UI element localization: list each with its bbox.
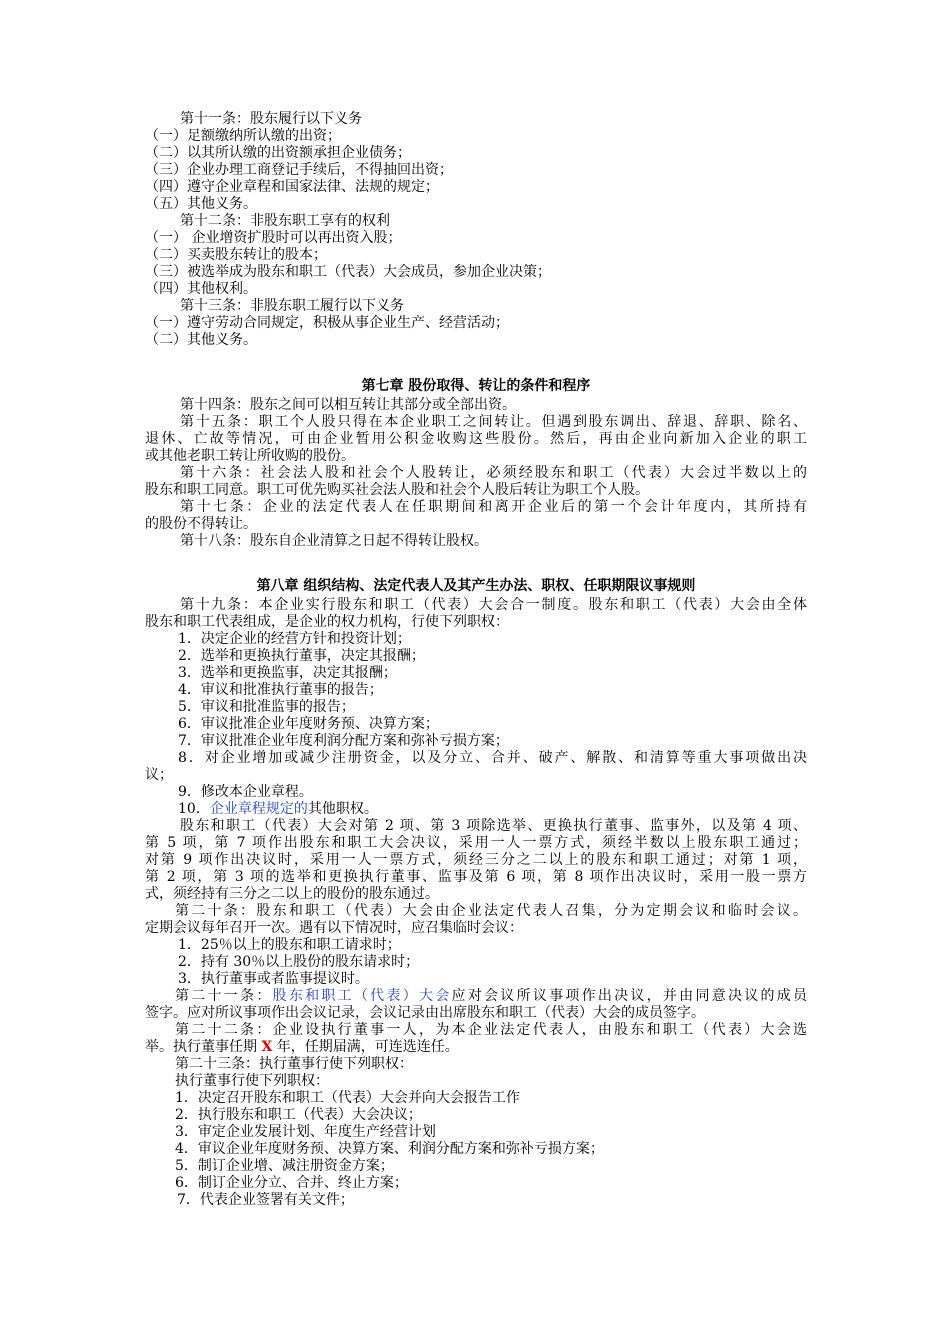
article-12-item: （二）买卖股东转让的股本； bbox=[145, 247, 327, 263]
power-item: 4．审议和批准执行董事的报告； bbox=[178, 682, 383, 698]
article-21-line bbox=[175, 988, 807, 1005]
article-23-subtitle: 执行董事行使下列职权： bbox=[175, 1073, 329, 1089]
power-10-number: 10． bbox=[178, 801, 210, 817]
assembly-link[interactable]: 股东和职工（代表）大会 bbox=[272, 988, 452, 1004]
article-21-text: 应对会议所议事项作出决议，并由同意决议的成员 bbox=[451, 988, 807, 1004]
article-20-item: 1．25％以上的股东和职工请求时； bbox=[178, 937, 401, 953]
article-12-item: （四）其他权利。 bbox=[145, 281, 257, 297]
article-15-line: 退休、亡故等情况，可由企业暂用公积金收购这些股份。然后，再由企业向新加入企业的职工 bbox=[145, 431, 807, 447]
article-20-item: 3．执行董事或者监事提议时。 bbox=[178, 971, 369, 987]
director-power-item: 1．决定召开股东和职工（代表）大会并向大会报告工作 bbox=[175, 1090, 520, 1106]
power-item: 3．选举和更换监事，决定其报酬； bbox=[178, 665, 397, 681]
power-item: 8．对企业增加或减少注册资金，以及分立、合并、破产、解散、和清算等重大事项做出决 bbox=[178, 750, 807, 766]
term-placeholder: X bbox=[261, 1039, 273, 1055]
article-11-item: （四）遵守企业章程和国家法律、法规的规定； bbox=[145, 179, 439, 195]
article-11-item: （二）以其所认缴的出资额承担企业债务； bbox=[145, 145, 411, 161]
article-18: 第十八条：股东自企业清算之日起不得转让股权。 bbox=[180, 533, 488, 549]
article-19-line: 第十九条：本企业实行股东和职工（代表）大会合一制度。股东和职工（代表）大会由全体 bbox=[180, 597, 807, 613]
director-power-item: 2．执行股东和职工（代表）大会决议； bbox=[175, 1107, 422, 1123]
power-item: 5．审议和批准监事的报告； bbox=[178, 699, 355, 715]
article-11-item: （五）其他义务。 bbox=[145, 196, 257, 212]
article-20-line: 第二十条：股东和职工（代表）大会由企业法定代表人召集，分为定期会议和临时会议。 bbox=[175, 903, 807, 919]
power-10-text: 其他职权。 bbox=[307, 801, 378, 817]
power-item-10 bbox=[178, 801, 378, 818]
power-item: 9．修改本企业章程。 bbox=[178, 784, 313, 800]
article-21-line: 签字。应对所议事项作出会议记录，会议记录由出席股东和职工（代表）大会的成员签字。 bbox=[145, 1005, 705, 1021]
voting-rule-line: 式，须经持有三分之二以上的股份的股东通过。 bbox=[145, 886, 439, 902]
article-17-line: 第十七条：企业的法定代表人在任职期间和离开企业后的第一个会计年度内，其所持有 bbox=[180, 499, 807, 515]
voting-rule-line: 第 5 项，第 7 项作出股东和职工大会决议，采用一人一票方式，须经半数以上股东职工通过； bbox=[145, 835, 807, 851]
article-23-title: 第二十三条：执行董事行使下列职权： bbox=[175, 1056, 413, 1072]
director-power-item: 3．审定企业发展计划、年度生产经营计划 bbox=[175, 1124, 436, 1140]
article-22-line: 第二十二条：企业设执行董事一人，为本企业法定代表人，由股东和职工（代表）大会选 bbox=[175, 1022, 807, 1038]
article-16-line: 股东和职工同意。职工可优先购买社会法人股和社会个人股后转让为职工个人股。 bbox=[145, 482, 649, 498]
article-13-item: （二）其他义务。 bbox=[145, 332, 257, 348]
voting-rule-line: 第 2 项，第 3 项的选举和更换执行董事、监事及第 6 项，第 8 项作出决议时，采用一股一票方 bbox=[145, 869, 807, 885]
power-item: 7．审议批准企业年度利润分配方案和弥补亏损方案； bbox=[178, 733, 509, 749]
article-22-text: 年，任期届满，可连选连任。 bbox=[272, 1039, 459, 1055]
article-20-item: 2．持有 30％以上股份的股东请求时； bbox=[178, 954, 420, 970]
power-item: 2．选举和更换执行董事，决定其报酬； bbox=[178, 648, 425, 664]
director-power-item: 7．代表企业签署有关文件； bbox=[177, 1192, 354, 1208]
director-power-item: 6．制订企业分立、合并、终止方案； bbox=[175, 1175, 408, 1191]
article-15-line: 或其他老职工转让所收购的股份。 bbox=[145, 448, 355, 464]
article-15-line: 第十五条：职工个人股只得在本企业职工之间转让。但遇到股东调出、辞退、辞职、除名、 bbox=[180, 414, 807, 430]
article-12-title: 第十二条：非股东职工享有的权利 bbox=[180, 213, 390, 229]
voting-rule-line: 对第 9 项作出决议时，采用一人一票方式，须经三分之二以上的股东和职工通过；对第 1 项， bbox=[145, 852, 807, 868]
power-item: 1．决定企业的经营方针和投资计划； bbox=[178, 631, 411, 647]
director-power-item: 5．制订企业增、减注册资金方案； bbox=[175, 1158, 394, 1174]
article-22-line bbox=[145, 1039, 459, 1056]
article-19-line: 股东和职工代表组成，是企业的权力机构，行使下列职权： bbox=[145, 614, 509, 630]
chapter-7-heading: 第七章 股份取得、转让的条件和程序 bbox=[361, 378, 591, 394]
article-20-line: 定期会议每年召开一次。遇有以下情况时，应召集临时会议： bbox=[145, 920, 523, 936]
chapter-8-heading: 第八章 组织结构、法定代表人及其产生办法、职权、任职期限议事规则 bbox=[256, 578, 696, 594]
article-13-title: 第十三条：非股东职工履行以下义务 bbox=[180, 298, 404, 314]
article-11-title: 第十一条：股东履行以下义务 bbox=[180, 111, 362, 127]
article-12-item: （一） 企业增资扩股时可以再出资入股； bbox=[145, 230, 402, 246]
article-17-line: 的股份不得转让。 bbox=[145, 516, 257, 532]
director-power-item: 4．审议企业年度财务预、决算方案、利润分配方案和弥补亏损方案； bbox=[175, 1141, 604, 1157]
article-14: 第十四条：股东之间可以相互转让其部分或全部出资。 bbox=[180, 397, 516, 413]
article-21-prefix: 第二十一条： bbox=[175, 988, 273, 1004]
power-item: 6．审议批准企业年度财务预、决算方案； bbox=[178, 716, 439, 732]
article-13-item: （一）遵守劳动合同规定，积极从事企业生产、经营活动； bbox=[145, 315, 509, 331]
article-11-item: （一）足额缴纳所认缴的出资； bbox=[145, 128, 341, 144]
article-11-item: （三）企业办理工商登记手续后，不得抽回出资； bbox=[145, 162, 453, 178]
article-12-item: （三）被选举成为股东和职工（代表）大会成员，参加企业决策； bbox=[145, 264, 551, 280]
power-item: 议； bbox=[145, 767, 173, 783]
voting-rule-line: 股东和职工（代表）大会对第 2 项、第 3 项除选举、更换执行董事、监事外，以及第 4 项、 bbox=[180, 818, 807, 834]
article-22-text: 举。执行董事任期 bbox=[145, 1039, 262, 1055]
articles-link[interactable]: 企业章程规定的 bbox=[209, 801, 308, 817]
article-16-line: 第十六条：社会法人股和社会个人股转让，必须经股东和职工（代表）大会过半数以上的 bbox=[180, 465, 807, 481]
